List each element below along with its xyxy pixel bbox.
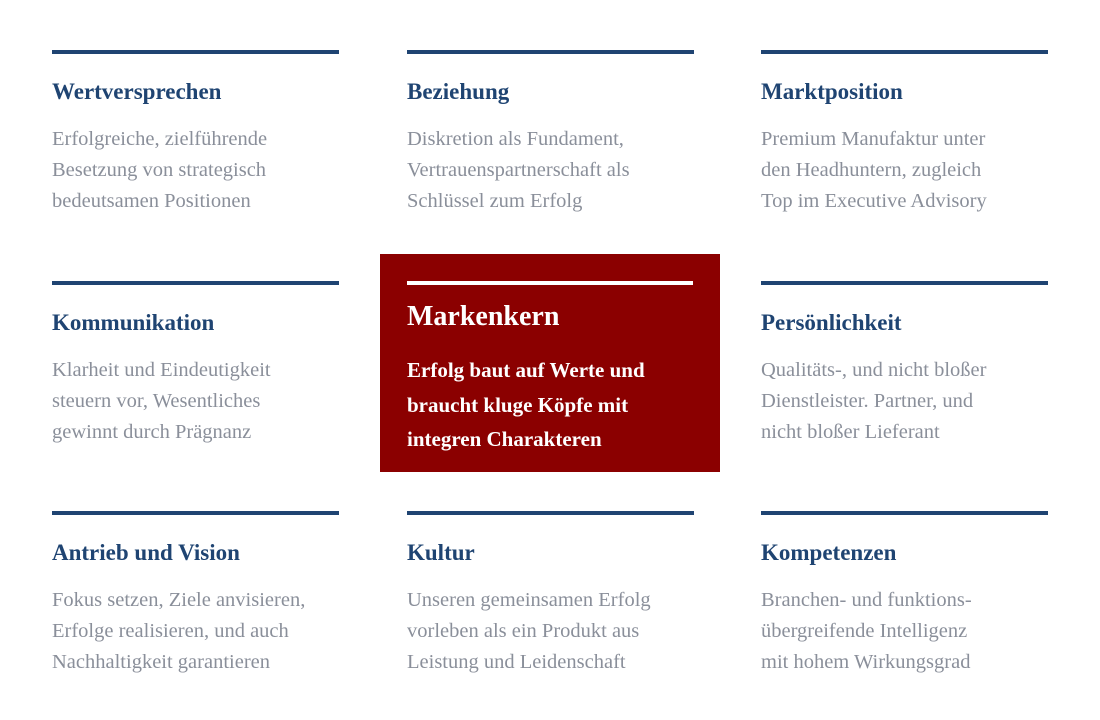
description-line: Besetzung von strategisch [52, 159, 267, 181]
cell-beziehung [407, 50, 694, 217]
description-line: Erfolgreiche, zielführende [52, 128, 268, 150]
description-line: Branchen- und funktions- [761, 589, 972, 611]
cell-description [52, 585, 339, 678]
cell-description [761, 355, 1048, 448]
cell-divider [52, 50, 339, 54]
cell-title: Kompetenzen [761, 540, 897, 565]
description-line: nicht bloßer Lieferant [761, 421, 940, 443]
cell-title: Kultur [407, 540, 475, 565]
cell-divider [52, 511, 339, 515]
description-line: Qualitäts-, und nicht bloßer [761, 359, 987, 381]
cell-title: Kommunikation [52, 310, 215, 335]
description-line: mit hohem Wirkungsgrad [761, 651, 971, 673]
cell-marktposition [761, 50, 1048, 217]
cell-title: Antrieb und Vision [52, 540, 240, 565]
cell-divider [761, 50, 1048, 54]
description-line: Vertrauenspartnerschaft als [407, 159, 630, 181]
description-line: vorleben als ein Produkt aus [407, 620, 640, 642]
description-line: bedeutsamen Positionen [52, 190, 251, 212]
cell-divider [761, 281, 1048, 285]
description-line: Dienstleister. Partner, und [761, 390, 974, 412]
description-line: Leistung und Leidenschaft [407, 651, 626, 673]
description-line: Klarheit und Eindeutigkeit [52, 359, 271, 381]
description-line: übergreifende Intelligenz [761, 620, 968, 642]
cell-description [407, 124, 694, 217]
core-divider [407, 281, 693, 285]
cell-kompetenzen [761, 511, 1048, 678]
cell-antrieb-und-vision [52, 511, 339, 678]
cell-title: Beziehung [407, 79, 510, 104]
core-description-line: Erfolg baut auf Werte und [407, 358, 645, 382]
description-line: Fokus setzen, Ziele anvisieren, [52, 589, 306, 611]
cell-description [52, 355, 339, 448]
description-line: Premium Manufaktur unter [761, 128, 986, 150]
cell-persoenlichkeit [761, 281, 1048, 448]
cell-wertversprechen [52, 50, 339, 217]
description-line: Unseren gemeinsamen Erfolg [407, 589, 651, 611]
description-line: Erfolge realisieren, und auch [52, 620, 289, 642]
cell-divider [761, 511, 1048, 515]
cell-title: Wertversprechen [52, 79, 222, 104]
description-line: Schlüssel zum Erfolg [407, 190, 583, 212]
cell-kultur [407, 511, 694, 678]
description-line: Diskretion als Fundament, [407, 128, 624, 150]
cell-kommunikation [52, 281, 339, 448]
description-line: Top im Executive Advisory [761, 190, 987, 212]
cell-divider [407, 511, 694, 515]
description-line: steuern vor, Wesentliches [52, 390, 261, 412]
cell-description [52, 124, 339, 217]
core-title: Markenkern [407, 301, 560, 332]
description-line: Nachhaltigkeit garantieren [52, 651, 270, 673]
cell-title: Persönlichkeit [761, 310, 902, 335]
core-description [407, 353, 645, 457]
cell-divider [52, 281, 339, 285]
core-description-line: integren Charakteren [407, 427, 602, 451]
cell-description [761, 585, 1048, 678]
core-description-line: braucht kluge Köpfe mit [407, 392, 629, 417]
cell-description [761, 124, 1048, 217]
cell-description [407, 585, 694, 678]
cell-divider [407, 50, 694, 54]
description-line: gewinnt durch Prägnanz [52, 421, 252, 443]
description-line: den Headhuntern, zugleich [761, 159, 982, 181]
cell-title: Marktposition [761, 79, 903, 104]
brand-core-box [380, 254, 720, 472]
